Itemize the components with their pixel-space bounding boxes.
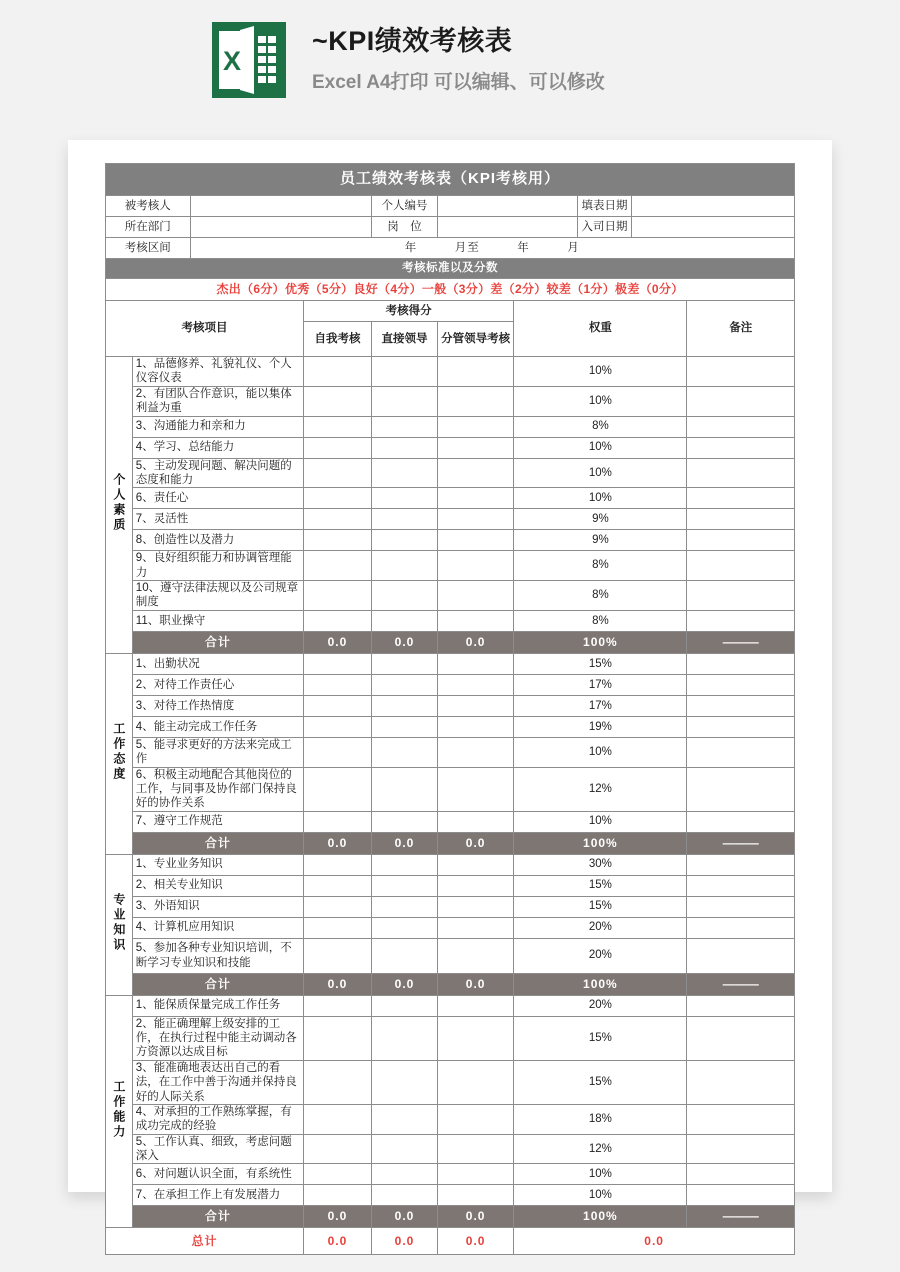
field-hire-date[interactable] [631,217,794,238]
score-input-direct[interactable] [372,610,438,631]
table-row [106,416,795,437]
item-remark[interactable] [687,737,795,767]
score-input-self[interactable] [303,551,371,581]
item-text: 1、能保质保量完成工作任务 [132,995,303,1016]
score-input-manager[interactable] [437,509,513,530]
col-header-direct: 直接领导 [372,322,438,357]
item-text: 8、创造性以及潜力 [132,530,303,551]
score-input-manager[interactable] [437,437,513,458]
excel-file-icon [212,22,286,98]
score-input-direct[interactable] [372,551,438,581]
table-row [106,917,795,938]
item-weight: 15% [514,875,687,896]
item-remark[interactable] [687,917,795,938]
sheet-title: 员工绩效考核表（KPI考核用） [106,164,795,196]
label-fill-date: 填表日期 [578,196,632,217]
item-text: 6、积极主动地配合其他岗位的工作，与同事及协作部门保持良好的协作关系 [132,767,303,811]
col-header-score-group: 考核得分 [303,301,513,322]
section-sum-weight: 100% [514,973,687,995]
score-input-self[interactable] [303,767,371,811]
section-sum-score-0: 0.0 [303,1206,371,1228]
score-input-manager[interactable] [437,938,513,973]
table-row [106,1060,795,1104]
score-input-manager[interactable] [437,1016,513,1060]
col-header-weight: 权重 [514,301,687,357]
standard-text: 杰出（6分）优秀（5分）良好（4分）一般（3分）差（2分）较差（1分）极差（0分） [106,279,795,301]
item-text: 7、灵活性 [132,509,303,530]
score-input-self[interactable] [303,509,371,530]
score-input-self[interactable] [303,437,371,458]
section-sum-score-1: 0.0 [372,1206,438,1228]
score-input-direct[interactable] [372,737,438,767]
table-row [106,1164,795,1185]
col-header-manager: 分管领导考核 [437,322,513,357]
item-remark[interactable] [687,551,795,581]
score-input-manager[interactable] [437,875,513,896]
grand-total-final: 0.0 [514,1228,795,1255]
table-row [106,1016,795,1060]
item-weight: 10% [514,458,687,488]
score-input-direct[interactable] [372,674,438,695]
score-input-manager[interactable] [437,811,513,832]
label-period: 考核区间 [106,238,191,259]
section-sum-row [106,631,795,653]
score-input-manager[interactable] [437,716,513,737]
section-sum-weight: 100% [514,832,687,854]
item-text: 5、能寻求更好的方法来完成工作 [132,737,303,767]
field-fill-date[interactable] [631,196,794,217]
item-text: 7、遵守工作规范 [132,811,303,832]
info-row-1 [106,196,795,217]
section-sum-score-2: 0.0 [437,1206,513,1228]
section-sum-score-2: 0.0 [437,973,513,995]
item-weight: 15% [514,653,687,674]
score-input-direct[interactable] [372,1104,438,1134]
section-sum-score-1: 0.0 [372,832,438,854]
score-input-direct[interactable] [372,653,438,674]
section-sum-label: 合计 [132,631,303,653]
item-weight: 10% [514,1185,687,1206]
score-input-self[interactable] [303,458,371,488]
category-label-1 [106,653,133,854]
item-remark[interactable] [687,437,795,458]
item-remark[interactable] [687,695,795,716]
banner [0,0,900,112]
section-sum-weight: 100% [514,631,687,653]
score-input-direct[interactable] [372,386,438,416]
col-header-item: 考核项目 [106,301,304,357]
col-header-remark: 备注 [687,301,795,357]
item-text: 5、主动发现问题、解决问题的态度和能力 [132,458,303,488]
score-input-direct[interactable] [372,1016,438,1060]
score-input-manager[interactable] [437,1185,513,1206]
section-sum-weight: 100% [514,1206,687,1228]
category-label-0 [106,357,133,654]
label-position: 岗 位 [372,217,438,238]
table-row [106,653,795,674]
table-row [106,767,795,811]
item-weight: 10% [514,437,687,458]
item-weight: 20% [514,938,687,973]
item-remark[interactable] [687,1185,795,1206]
grand-total-self: 0.0 [303,1228,371,1255]
item-weight: 10% [514,811,687,832]
score-input-manager[interactable] [437,458,513,488]
score-input-self[interactable] [303,995,371,1016]
table-row [106,811,795,832]
table-row [106,509,795,530]
score-input-direct[interactable] [372,1164,438,1185]
table-row [106,458,795,488]
item-text: 10、遵守法律法规以及公司规章制度 [132,581,303,611]
score-input-self[interactable] [303,1134,371,1164]
score-input-self[interactable] [303,357,371,387]
label-personal-id: 个人编号 [372,196,438,217]
item-remark[interactable] [687,875,795,896]
item-weight: 20% [514,995,687,1016]
category-label-2 [106,854,133,995]
label-hire-date: 入司日期 [578,217,632,238]
score-input-manager[interactable] [437,610,513,631]
score-input-self[interactable] [303,695,371,716]
category-label-text: 专业知识 [111,892,126,953]
score-input-self[interactable] [303,811,371,832]
document-card [68,140,832,1248]
item-weight: 15% [514,1016,687,1060]
item-weight: 10% [514,386,687,416]
item-weight: 15% [514,1060,687,1104]
item-weight: 8% [514,610,687,631]
item-remark[interactable] [687,811,795,832]
item-remark[interactable] [687,488,795,509]
item-text: 2、相关专业知识 [132,875,303,896]
table-row [106,357,795,387]
section-sum-score-2: 0.0 [437,631,513,653]
section-sum-row [106,1206,795,1228]
table-row [106,488,795,509]
column-header-row-1 [106,301,795,322]
score-input-self[interactable] [303,737,371,767]
score-input-direct[interactable] [372,811,438,832]
item-remark[interactable] [687,854,795,875]
score-input-direct[interactable] [372,995,438,1016]
score-input-direct[interactable] [372,416,438,437]
item-text: 3、能准确地表达出自己的看法，在工作中善于沟通并保持良好的人际关系 [132,1060,303,1104]
score-input-direct[interactable] [372,917,438,938]
score-input-direct[interactable] [372,458,438,488]
field-position[interactable] [437,217,577,238]
item-weight: 8% [514,551,687,581]
grand-total-direct: 0.0 [372,1228,438,1255]
section-sum-score-0: 0.0 [303,973,371,995]
score-input-manager[interactable] [437,357,513,387]
score-input-direct[interactable] [372,896,438,917]
score-input-direct[interactable] [372,581,438,611]
score-input-manager[interactable] [437,1134,513,1164]
score-input-manager[interactable] [437,767,513,811]
item-weight: 8% [514,416,687,437]
category-label-text: 个人素质 [111,472,126,533]
section-sum-score-1: 0.0 [372,631,438,653]
item-weight: 10% [514,1164,687,1185]
section-sum-remark: ——— [687,973,795,995]
section-sum-row [106,832,795,854]
score-input-manager[interactable] [437,1164,513,1185]
score-input-direct[interactable] [372,1060,438,1104]
score-input-self[interactable] [303,610,371,631]
score-input-direct[interactable] [372,530,438,551]
table-row [106,938,795,973]
table-row [106,716,795,737]
score-input-self[interactable] [303,1016,371,1060]
item-text: 4、对承担的工作熟练掌握，有成功完成的经验 [132,1104,303,1134]
score-input-manager[interactable] [437,854,513,875]
score-input-self[interactable] [303,1164,371,1185]
item-text: 5、工作认真、细致，考虑问题深入 [132,1134,303,1164]
item-text: 1、品德修养、礼貌礼仪、个人仪容仪表 [132,357,303,387]
score-input-self[interactable] [303,416,371,437]
field-appraisee[interactable] [190,196,371,217]
item-weight: 12% [514,1134,687,1164]
score-input-direct[interactable] [372,1185,438,1206]
item-weight: 30% [514,854,687,875]
table-row [106,386,795,416]
field-department[interactable] [190,217,371,238]
score-input-self[interactable] [303,917,371,938]
label-department: 所在部门 [106,217,191,238]
item-weight: 10% [514,357,687,387]
item-weight: 8% [514,581,687,611]
item-text: 4、计算机应用知识 [132,917,303,938]
field-personal-id[interactable] [437,196,577,217]
score-input-manager[interactable] [437,488,513,509]
score-input-self[interactable] [303,674,371,695]
section-sum-label: 合计 [132,973,303,995]
table-row [106,737,795,767]
info-row-2 [106,217,795,238]
item-weight: 10% [514,488,687,509]
score-input-manager[interactable] [437,581,513,611]
score-input-self[interactable] [303,386,371,416]
item-weight: 9% [514,509,687,530]
banner-title: ~KPI绩效考核表 [312,26,513,57]
item-remark[interactable] [687,995,795,1016]
item-weight: 17% [514,674,687,695]
score-input-manager[interactable] [437,653,513,674]
item-remark[interactable] [687,458,795,488]
score-input-manager[interactable] [437,386,513,416]
standard-header: 考核标准以及分数 [106,259,795,279]
field-period[interactable]: 年 月至 年 月 [190,238,794,259]
grand-total-label: 总计 [106,1228,304,1255]
table-row [106,551,795,581]
item-weight: 15% [514,896,687,917]
table-row [106,610,795,631]
score-input-direct[interactable] [372,716,438,737]
item-remark[interactable] [687,357,795,387]
score-input-self[interactable] [303,716,371,737]
item-remark[interactable] [687,896,795,917]
item-remark[interactable] [687,1016,795,1060]
score-input-manager[interactable] [437,674,513,695]
score-input-manager[interactable] [437,530,513,551]
item-remark[interactable] [687,386,795,416]
standard-header-row [106,259,795,279]
score-input-direct[interactable] [372,357,438,387]
item-text: 3、沟通能力和亲和力 [132,416,303,437]
label-appraisee: 被考核人 [106,196,191,217]
score-input-manager[interactable] [437,695,513,716]
score-input-direct[interactable] [372,854,438,875]
score-input-direct[interactable] [372,695,438,716]
section-sum-score-0: 0.0 [303,631,371,653]
score-input-manager[interactable] [437,551,513,581]
score-input-self[interactable] [303,653,371,674]
category-label-text: 工作能力 [111,1079,126,1140]
score-input-direct[interactable] [372,875,438,896]
section-sum-score-0: 0.0 [303,832,371,854]
score-input-direct[interactable] [372,1134,438,1164]
score-input-direct[interactable] [372,938,438,973]
score-input-self[interactable] [303,530,371,551]
table-row [106,530,795,551]
table-row [106,437,795,458]
score-input-self[interactable] [303,1104,371,1134]
item-remark[interactable] [687,653,795,674]
item-weight: 12% [514,767,687,811]
table-row [106,1185,795,1206]
score-input-direct[interactable] [372,509,438,530]
item-remark[interactable] [687,530,795,551]
item-text: 2、有团队合作意识，能以集体利益为重 [132,386,303,416]
item-text: 9、良好组织能力和协调管理能力 [132,551,303,581]
item-remark[interactable] [687,674,795,695]
sheet-title-row [106,164,795,196]
score-input-manager[interactable] [437,416,513,437]
section-sum-score-1: 0.0 [372,973,438,995]
item-text: 3、外语知识 [132,896,303,917]
section-sum-score-2: 0.0 [437,832,513,854]
table-row [106,854,795,875]
item-text: 3、对待工作热情度 [132,695,303,716]
section-sum-label: 合计 [132,832,303,854]
item-remark[interactable] [687,938,795,973]
item-text: 2、能正确理解上级安排的工作，在执行过程中能主动调动各方资源以达成目标 [132,1016,303,1060]
item-remark[interactable] [687,716,795,737]
period-row [106,238,795,259]
score-input-self[interactable] [303,875,371,896]
item-text: 7、在承担工作上有发展潜力 [132,1185,303,1206]
score-input-direct[interactable] [372,767,438,811]
score-input-self[interactable] [303,896,371,917]
section-sum-remark: ——— [687,1206,795,1228]
grand-total-manager: 0.0 [437,1228,513,1255]
table-row [106,1104,795,1134]
item-remark[interactable] [687,610,795,631]
standard-text-row [106,279,795,301]
score-input-self[interactable] [303,581,371,611]
score-input-manager[interactable] [437,896,513,917]
item-text: 5、参加各种专业知识培训，不断学习专业知识和技能 [132,938,303,973]
item-remark[interactable] [687,1104,795,1134]
item-remark[interactable] [687,767,795,811]
item-weight: 10% [514,737,687,767]
item-text: 4、能主动完成工作任务 [132,716,303,737]
item-weight: 20% [514,917,687,938]
item-text: 1、出勤状况 [132,653,303,674]
score-input-direct[interactable] [372,437,438,458]
table-row [106,581,795,611]
banner-subtitle: Excel A4打印 可以编辑、可以修改 [312,72,605,93]
score-input-manager[interactable] [437,1104,513,1134]
item-text: 1、专业业务知识 [132,854,303,875]
section-sum-remark: ——— [687,832,795,854]
score-input-manager[interactable] [437,995,513,1016]
score-input-manager[interactable] [437,737,513,767]
score-input-self[interactable] [303,938,371,973]
item-remark[interactable] [687,1134,795,1164]
item-text: 2、对待工作责任心 [132,674,303,695]
item-text: 4、学习、总结能力 [132,437,303,458]
item-weight: 18% [514,1104,687,1134]
col-header-self: 自我考核 [303,322,371,357]
item-remark[interactable] [687,581,795,611]
category-label-text: 工作态度 [111,721,126,782]
category-label-3 [106,995,133,1228]
item-remark[interactable] [687,1164,795,1185]
grand-total-row [106,1228,795,1255]
item-text: 11、职业操守 [132,610,303,631]
item-remark[interactable] [687,1060,795,1104]
table-row [106,1134,795,1164]
section-sum-label: 合计 [132,1206,303,1228]
score-input-manager[interactable] [437,1060,513,1104]
score-input-direct[interactable] [372,488,438,509]
table-row [106,674,795,695]
score-input-self[interactable] [303,854,371,875]
score-input-self[interactable] [303,1185,371,1206]
table-row [106,896,795,917]
item-remark[interactable] [687,509,795,530]
table-row [106,875,795,896]
score-input-self[interactable] [303,488,371,509]
banner-text [312,25,605,95]
score-input-self[interactable] [303,1060,371,1104]
section-sum-row [106,973,795,995]
item-remark[interactable] [687,416,795,437]
svg-text:X: X [222,46,242,76]
item-weight: 19% [514,716,687,737]
table-row [106,695,795,716]
table-row [106,995,795,1016]
item-weight: 9% [514,530,687,551]
score-input-manager[interactable] [437,917,513,938]
kpi-appraisal-table [105,163,795,1255]
item-weight: 17% [514,695,687,716]
section-sum-remark: ——— [687,631,795,653]
item-text: 6、对问题认识全面，有系统性 [132,1164,303,1185]
item-text: 6、责任心 [132,488,303,509]
